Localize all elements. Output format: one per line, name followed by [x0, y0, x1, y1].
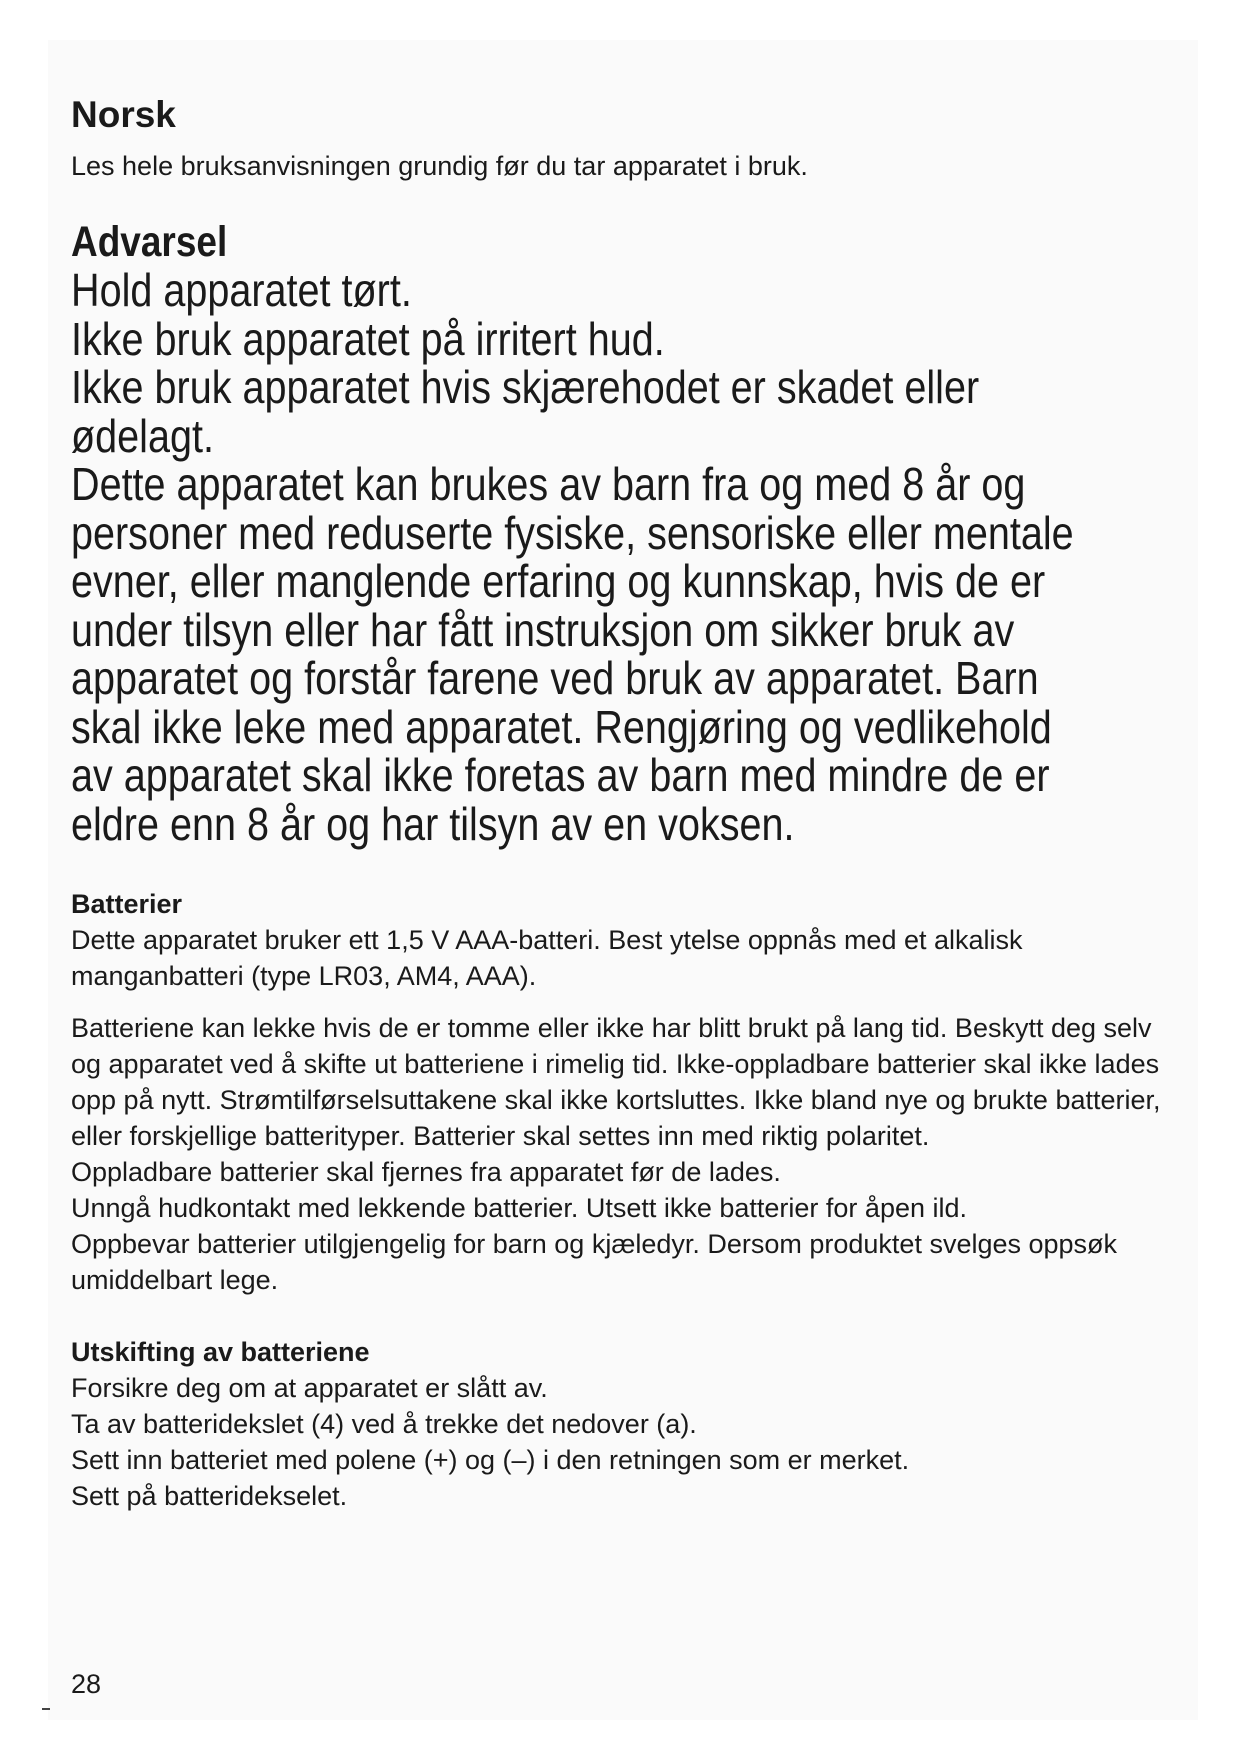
page-content	[71, 92, 1181, 1514]
warning-line: Hold apparatet tørt.	[71, 264, 412, 316]
warning-line: Ikke bruk apparatet hvis skjærehodet er skadet eller ødelagt.	[71, 361, 980, 462]
battery-safety-line: Oppbevar batterier utilgjengelig for barn og kjæledyr. Dersom produktet svelges oppsøk umiddelbart lege.	[71, 1229, 1118, 1295]
batteries-title: Batterier	[71, 889, 183, 919]
intro-text: Les hele bruksanvisningen grundig før du tar apparatet i bruk.	[71, 151, 808, 181]
crop-mark	[42, 1708, 50, 1710]
batteries-section	[71, 886, 1181, 1298]
replacement-step: Sett på batteridekselet.	[71, 1481, 348, 1511]
replacement-step: Ta av batteridekslet (4) ved å trekke det nedover (a).	[71, 1409, 697, 1439]
battery-safety-line: Unngå hudkontakt med lekkende batterier. Utsett ikke batterier for åpen ild.	[71, 1193, 968, 1223]
battery-safety-block	[71, 1010, 1181, 1298]
page-number: 28	[71, 1669, 102, 1699]
language-heading: Norsk	[71, 94, 176, 135]
warning-line: Dette apparatet kan brukes av barn fra og med 8 år og personer med reduserte fysiske, sensoriske eller mentale evner, eller manglende erfaring og kunnskap, hvis de er under tilsyn eller har fått instruksjon om sikker bruk av apparatet og forstår farene ved bruk av apparatet. Barn skal ikke leke med apparatet. Rengjøring og vedlikehold av apparatet skal ikke foretas av barn med mindre de er eldre enn 8 år og har tilsyn av en voksen.	[71, 458, 1074, 850]
replacement-title: Utskifting av batteriene	[71, 1337, 370, 1367]
replacement-steps	[71, 1370, 1181, 1514]
battery-safety-line: Oppladbare batterier skal fjernes fra apparatet før de lades.	[71, 1157, 781, 1187]
warning-block	[71, 266, 1086, 848]
replacement-step: Sett inn batteriet med polene (+) og (–) i den retningen som er merket.	[71, 1445, 910, 1475]
replacement-step: Forsikre deg om at apparatet er slått av.	[71, 1373, 548, 1403]
replacement-section	[71, 1334, 1181, 1514]
warning-line: Ikke bruk apparatet på irritert hud.	[71, 312, 665, 365]
battery-safety-paragraph: Batteriene kan lekke hvis de er tomme eller ikke har blitt brukt på lang tid. Beskytt deg selv og apparatet ved å skifte ut batteriene i rimelig tid. Ikke-oppladbare batterier skal ikke lades opp på nytt. Strømtilførselsuttakene skal ikke kortsluttes. Ikke bland nye og brukte batterier, eller forskjellige batterityper. Batterier skal settes inn med riktig polaritet.	[71, 1013, 1161, 1151]
warning-title: Advarsel	[71, 218, 228, 266]
batteries-paragraph: Dette apparatet bruker ett 1,5 V AAA-batteri. Best ytelse oppnås med et alkalisk manganbatteri (type LR03, AM4, AAA).	[71, 925, 1023, 991]
